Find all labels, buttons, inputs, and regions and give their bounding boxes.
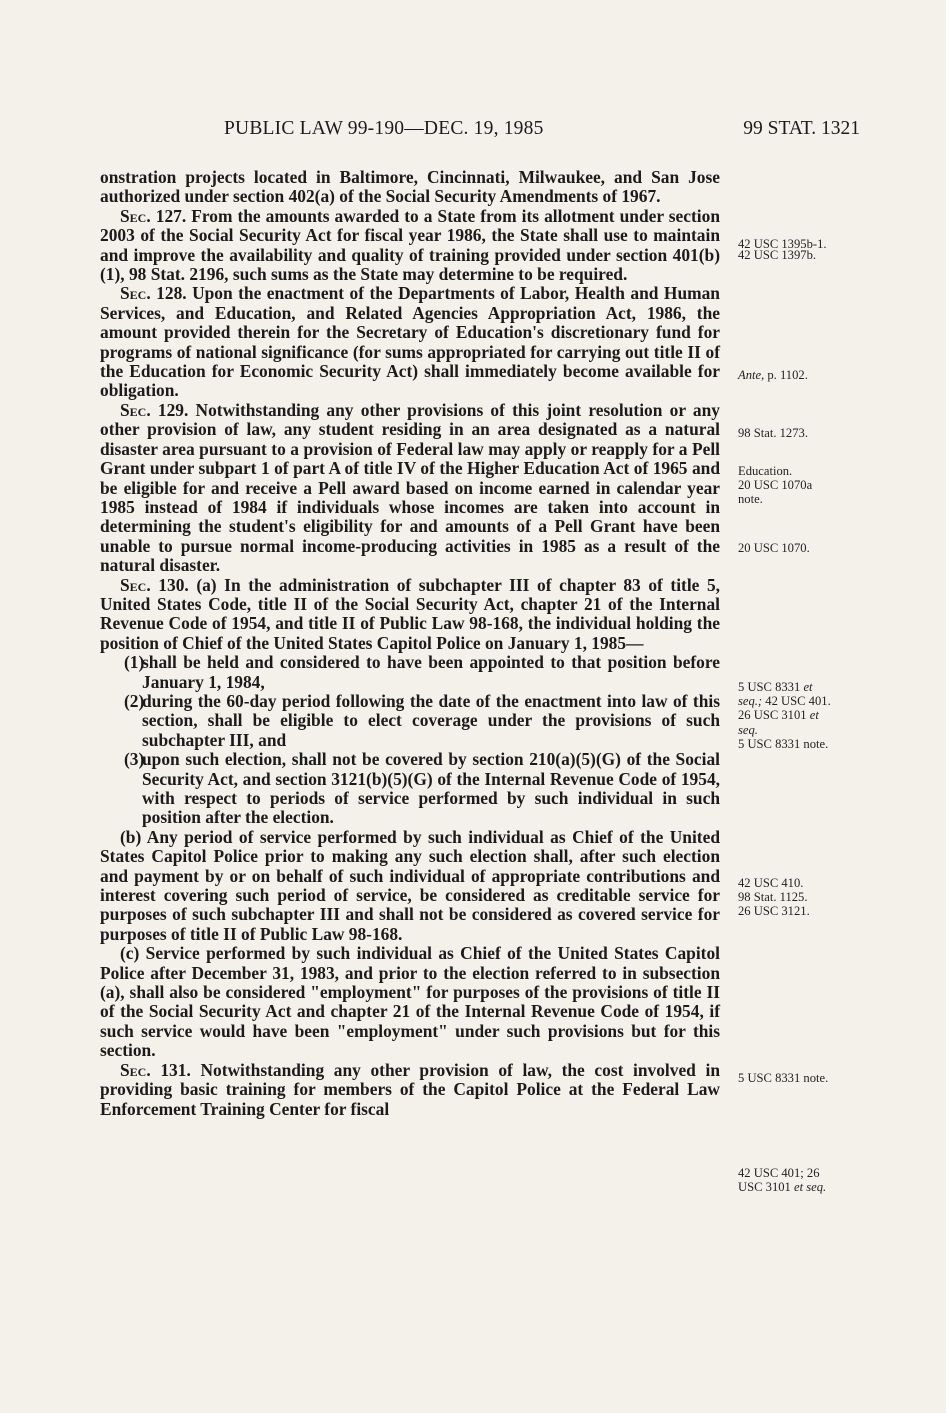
section-129 xyxy=(100,401,720,576)
section-131 xyxy=(100,1061,720,1119)
margin-note-ante xyxy=(738,368,858,382)
subsection-c: (c) Service performed by such individual as Chief of the United States Capitol Police after December 31, 1983, and prior to the election referred to in subsection (a), shall also be considered "employment" for purposes of the provisions of title II of the Social Security Act and chapter 21 of the Internal Revenue Code of 1954, if such service would have been "employment" under such provisions but for this section. xyxy=(100,943,720,1061)
margin-note-98stat xyxy=(738,426,858,440)
section-text: 129. Notwithstanding any other provisions of this joint resolution or any other provision of law, any student residing in an area designated as a natural disaster area pursuant to a provision of Federal law may apply or reapply for a Pell Grant under subpart 1 of part A of title IV of the Higher Education Act of 1965 and be eligible for and receive a Pell award based on income earned in calendar year 1985 instead of 1984 if individuals whose incomes are taken into account in determining the student's eligibility for and amounts of a Pell Grant have been unable to pursue normal income-producing activities in 1985 as a result of the natural disaster. xyxy=(100,399,720,576)
note-text: 20 USC 1070a xyxy=(738,478,813,493)
note-text-italic: seq.; xyxy=(738,694,763,709)
note-text: Education. xyxy=(738,464,793,478)
note-text-italic: seq. xyxy=(738,722,758,737)
note-text: USC 3101 xyxy=(738,1180,794,1195)
item-number: (3) xyxy=(124,749,145,770)
margin-note-8331 xyxy=(738,680,858,751)
note-text: 42 USC 1395b-1. xyxy=(738,237,827,251)
list-item xyxy=(100,653,720,692)
section-text: 128. Upon the enactment of the Departments of Labor, Health and Human Services, and Education, and Related Agencies Appropriation Act, 1986, the amount provided therein for the Secretary of Education's discretionary fund for programs of national significance (for sums appropriated for carrying out title II of the Education for Economic Security Act) shall immediately become available for obligation. xyxy=(100,283,720,401)
margin-note-1397b xyxy=(738,248,858,262)
section-text: 130. (a) In the administration of subchapter III of chapter 83 of title 5, United States Code, title II of the Social Security Act, chapter 21 of the Internal Revenue Code of 1954, and title II of Public Law 98-168, the individual holding the position of Chief of the United States Capitol Police on January 1, 1985— xyxy=(100,574,720,653)
sec-label: Sec. xyxy=(120,205,151,226)
item-text: during the 60-day period following the date of the enactment into law of this section, shall be eligible to elect coverage under the provisions of such subchapter III, and xyxy=(142,690,720,750)
note-text: 42 USC 401; 26 xyxy=(738,1166,820,1180)
page-header xyxy=(100,118,862,148)
sec-label: Sec. xyxy=(120,399,151,420)
margin-note-1070 xyxy=(738,541,858,555)
list-item xyxy=(100,750,720,828)
sec-label: Sec. xyxy=(120,1059,151,1080)
item-text: shall be held and considered to have been appointed to that position before January 1, 1984, xyxy=(142,652,720,692)
note-text: 5 USC 8331 note. xyxy=(738,736,829,751)
note-text-italic: et xyxy=(809,708,819,723)
note-text: 42 USC 1397b. xyxy=(738,248,817,262)
header-page-number: 99 STAT. 1321 xyxy=(743,118,860,139)
list-item xyxy=(100,692,720,750)
note-text: 5 USC 8331 note. xyxy=(738,1071,829,1085)
note-text: 20 USC 1070. xyxy=(738,541,810,555)
note-text: p. 1102. xyxy=(764,368,808,382)
statute-body xyxy=(100,168,720,1119)
margin-note-8331-note xyxy=(738,1071,858,1085)
note-text: 5 USC 8331 xyxy=(738,680,804,694)
note-text: 42 USC 401. xyxy=(762,694,831,709)
note-text-italic: et xyxy=(803,680,813,694)
note-text: 26 USC 3121. xyxy=(738,904,810,919)
item-number: (1) xyxy=(124,652,145,673)
section-128 xyxy=(100,284,720,400)
section-text: 127. From the amounts awarded to a State from its allotment under section 2003 of the Social Security Act for fiscal year 1986, the State shall use to maintain and improve the availability and quality of training provided under section 401(b)(1), 98 Stat. 2196, such sums as the State may determine to be required. xyxy=(100,205,720,285)
paragraph: onstration projects located in Baltimore, Cincinnati, Milwaukee, and San Jose authorized under section 402(a) of the Social Security Amendments of 1967. xyxy=(100,167,720,207)
margin-note-education xyxy=(738,464,858,507)
note-text-italic: et seq. xyxy=(793,1180,827,1195)
note-text-italic: Ante, xyxy=(738,368,765,382)
section-127 xyxy=(100,207,720,285)
sec-label: Sec. xyxy=(120,283,151,304)
item-text: upon such election, shall not be covered by section 210(a)(5)(G) of the Social Security Act, and section 3121(b)(5)(G) of the Internal Revenue Code of 1954, with respect to periods of service performed by such individual in such position after the election. xyxy=(142,749,720,828)
note-text: 42 USC 410. xyxy=(738,876,804,890)
section-130 xyxy=(100,576,720,654)
header-title: PUBLIC LAW 99-190—DEC. 19, 1985 xyxy=(224,118,544,139)
note-text: note. xyxy=(738,492,763,507)
margin-note-401 xyxy=(738,1166,858,1194)
sec-label: Sec. xyxy=(120,574,151,595)
note-text: 98 Stat. 1273. xyxy=(738,426,808,440)
section-text: 131. Notwithstanding any other provision of law, the cost involved in providing basic training for members of the Capitol Police at the Federal Law Enforcement Training Center for fiscal xyxy=(100,1059,720,1119)
subsection-b: (b) Any period of service performed by such individual as Chief of the United States Capitol Police prior to making any such election shall, after such election and payment by or on behalf of such individual of appropriate contributions and interest covering such period of service, be considered as creditable service for purposes of such subchapter III and shall not be considered as covered service for purposes of title II of Public Law 98-168. xyxy=(100,826,720,944)
note-text: 98 Stat. 1125. xyxy=(738,890,808,905)
item-number: (2) xyxy=(124,690,145,711)
note-text: 26 USC 3101 xyxy=(738,708,810,723)
margin-note-410 xyxy=(738,876,858,919)
